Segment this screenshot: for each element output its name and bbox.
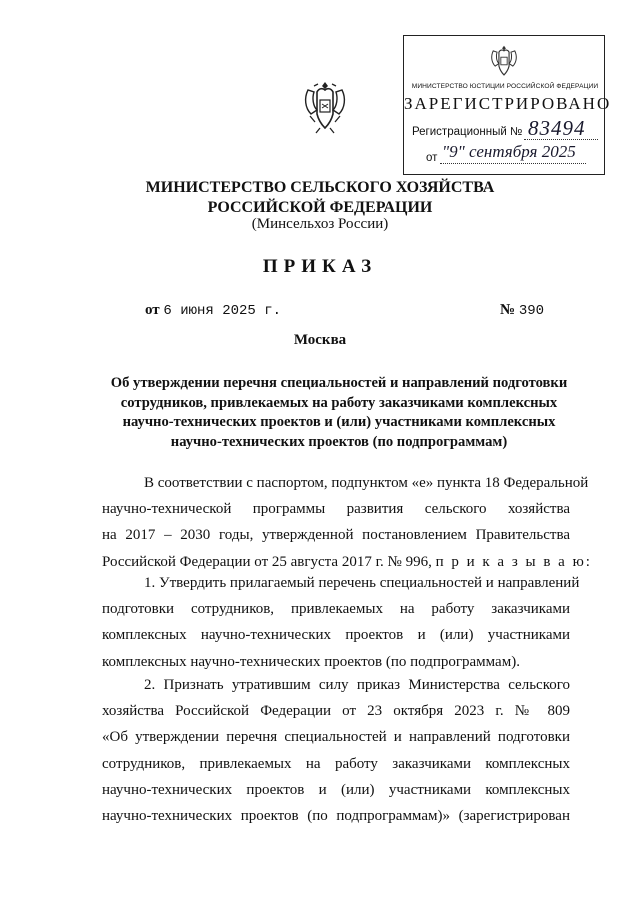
subject-line: сотрудников, привлекаемых на работу заказчиками комплексных: [120, 394, 558, 411]
order-city: Москва: [293, 332, 347, 348]
order-date-prefix: от: [145, 302, 160, 318]
stamp-date-handwritten: "9" сентября 2025: [442, 142, 576, 161]
order-title: ПРИКАЗ: [262, 256, 378, 277]
stamp-reg-number: 83494: [528, 116, 586, 140]
paragraph-line: комплексных научно-технических проектов и (или) участниками: [102, 627, 570, 644]
subject-line: научно-технических проектов и (или) участниками комплексных: [122, 414, 556, 430]
order-subject: [100, 374, 578, 452]
paragraph-line: на 2017 – 2030 годы, утвержденной постановлением Правительства: [102, 527, 570, 544]
paragraph-line: научно-технических проектов (по подпрограммам)» (зарегистрирован: [102, 807, 570, 824]
paragraph-line-text: Российской Федерации от 25 августа 2017 г. № 996,: [102, 553, 432, 570]
subject-line: научно-технических проектов (по подпрограммам): [170, 433, 508, 450]
order-date-value: 6 июня 2025 г.: [163, 303, 282, 319]
paragraph-line: сотрудников, привлекаемых на работу заказчиками комплексных: [102, 755, 570, 772]
subject-line: Об утверждении перечня специальностей и направлений подготовки: [110, 375, 568, 391]
ministry-title-line-2: РОССИЙСКОЙ ФЕДЕРАЦИИ: [207, 199, 433, 216]
stamp-date-label: от: [426, 152, 438, 164]
paragraph-line: В соответствии с паспортом, подпунктом «е» пункта 18 Федеральной: [144, 475, 589, 491]
ministry-title-line-1: МИНИСТЕРСТВО СЕЛЬСКОГО ХОЗЯЙСТВА: [145, 179, 495, 196]
paragraph-line: научно-технической программы развития сельского хозяйства: [102, 501, 570, 518]
paragraph-line: 2. Признать утратившим силу приказ Министерства сельского: [144, 677, 570, 693]
registration-stamp: [403, 35, 612, 175]
paragraph-line: «Об утверждении перечня специальностей и направлений подготовки: [102, 729, 570, 746]
stamp-registered-label: ЗАРЕГИСТРИРОВАНО: [404, 94, 612, 113]
order-number-value: 390: [518, 303, 545, 319]
paragraph-line: комплексных научно-технических проектов (по подпрограммам).: [102, 653, 520, 670]
order-directive: п р и к а з ы в а ю:: [435, 553, 592, 570]
order-number: [500, 302, 544, 319]
body-paragraph-3: [102, 672, 570, 829]
coat-of-arms-icon: [300, 76, 350, 136]
paragraph-line: 1. Утвердить прилагаемый перечень специальностей и направлений: [144, 575, 580, 591]
stamp-date-underline: [440, 163, 586, 164]
ministry-title: [0, 178, 640, 218]
order-date: [145, 302, 281, 319]
stamp-reg-underline: [524, 139, 598, 140]
body-paragraph-1: [102, 470, 592, 575]
stamp-ministry-name: МИНИСТЕРСТВО ЮСТИЦИИ РОССИЙСКОЙ ФЕДЕРАЦИИ: [411, 83, 599, 90]
paragraph-line: научно-технических проектов и (или) участниками комплексных: [102, 781, 570, 798]
stamp-reg-label: Регистрационный №: [412, 126, 523, 138]
body-paragraph-2: [102, 570, 580, 675]
order-number-prefix: №: [500, 302, 516, 318]
paragraph-line: подготовки сотрудников, привлекаемых на работу заказчиками: [102, 601, 570, 618]
ministry-short-name: (Минсельхоз России): [251, 216, 389, 232]
paragraph-line: хозяйства Российской Федерации от 23 октября 2023 г. № 809: [102, 703, 570, 720]
stamp-coat-of-arms-icon: [488, 42, 520, 80]
